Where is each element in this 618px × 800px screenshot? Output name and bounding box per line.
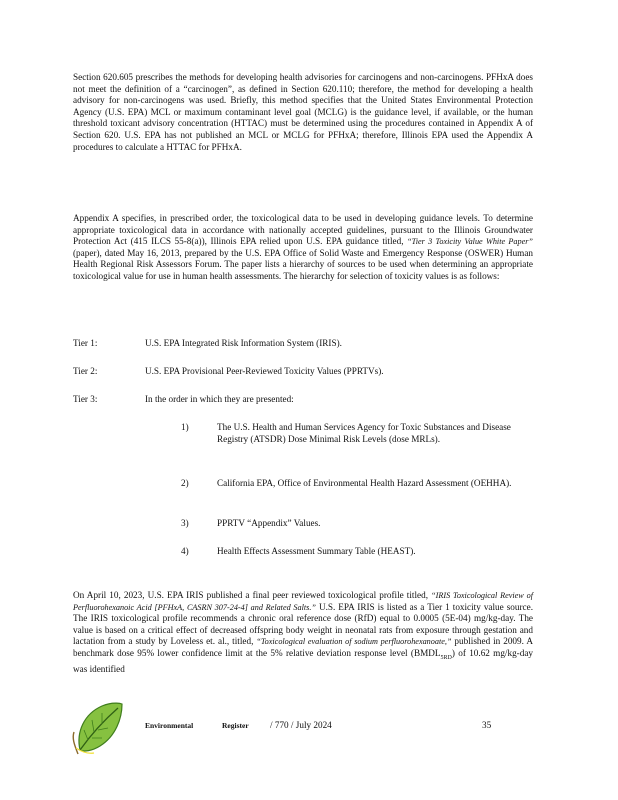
paragraph-appendix-a-text: Appendix A specifies, in prescribed order, the toxicological data to be used in developing guidance levels. To determine appropriate toxicological data in accordance with nationally accepted guidelines, pursuant to the Illinois Groundwater Protection Act (415 ILCS 55-8(a)), Illinois EPA relied upon U.S. EPA guidance titled, bbox=[73, 213, 533, 247]
paragraph-health-advisory-methods: Section 620.605 prescribes the methods for developing health advisories for carcinogens and non-carcinogens. PFHxA does not meet the definition of a “carcinogen”, as defined in Section 620.110; therefore, the method for developing a health advisory for non-carcinogens was used. Briefly, this method specifies that the United States Environmental Protection Agency (U.S. EPA) MCL or maximum contaminant level goal (MCLG) is the guidance level, if available, or the human threshold toxicant advisory concentration (HTTAC) must be determined using the procedures contained in Appendix A of Section 620. U.S. EPA has not published an MCL or MCLG for PFHxA; therefore, Illinois EPA used the Appendix A procedures to calculate a HTTAC for PFHxA. bbox=[73, 72, 533, 152]
item-text: PPRTV “Appendix” Values. bbox=[217, 518, 321, 528]
footer-issue: / 770 / July 2024 bbox=[270, 720, 332, 730]
footer-journal-name-b: Register bbox=[222, 721, 249, 730]
tier-label: Tier 3: bbox=[73, 394, 98, 404]
item-number: 4) bbox=[181, 546, 189, 556]
paragraph-iris-text-cont: U.S. EPA IRIS is listed as a Tier 1 toxicity value source. The IRIS toxicological profile recommends a chronic oral reference dose (RfD) equal to 0.0005 (5E-04) mg/kg-day. The value is based on a critical effect of decreased offspring body weight in neonatal rats from exposure through gestation and lactation from a study by Loveless et. al., titled, bbox=[73, 601, 533, 647]
item-number: 1) bbox=[181, 422, 189, 432]
paragraph-iris-profile bbox=[73, 590, 533, 676]
loveless-study-title: “Toxicological evaluation of sodium perfluorohexanoate,” bbox=[256, 637, 452, 647]
paragraph-iris-text-cont-2: published in 2009. A benchmark dose 95% lower confidence limit at the 5% relative deviation response level (BMDL bbox=[73, 636, 533, 658]
tier-text: U.S. EPA Provisional Peer-Reviewed Toxicity Values (PPRTVs). bbox=[145, 366, 384, 376]
item-text: Health Effects Assessment Summary Table (HEAST). bbox=[217, 546, 416, 556]
bmdl-subscript: 5RD bbox=[440, 654, 452, 661]
illinois-register-leaf-logo bbox=[70, 698, 126, 758]
item-number: 2) bbox=[181, 478, 189, 488]
footer-journal-name bbox=[145, 720, 193, 730]
footer-journal-register bbox=[222, 720, 249, 730]
item-text: California EPA, Office of Environmental Health Hazard Assessment (OEHHA). bbox=[217, 478, 512, 488]
footer-journal-name-a: Environmental bbox=[145, 721, 194, 730]
paragraph-iris-text-cont-3: ) of 10.62 mg/kg-day was identified bbox=[73, 647, 533, 675]
paragraph-appendix-a bbox=[73, 213, 533, 283]
item-text: The U.S. Health and Human Services Agency for Toxic Substances and Disease Registry (ATSDR) Dose Minimal Risk Levels (dose MRLs). bbox=[217, 422, 511, 444]
item-number: 3) bbox=[181, 518, 189, 528]
iris-review-title: “IRIS Toxicological Review of Perfluorohexanoic Acid [PFHxA, CASRN 307-24-4] and Related Salts.” bbox=[73, 591, 533, 612]
tier-text: U.S. EPA Integrated Risk Information System (IRIS). bbox=[145, 338, 342, 348]
tier-label: Tier 2: bbox=[73, 366, 98, 376]
paragraph-appendix-a-text-cont: (paper), dated May 16, 2013, prepared by the U.S. EPA Office of Solid Waste and Emergency Response (OSWER) Human Health Regional Risk Assessors Forum. The paper lists a hierarchy of sources to be used when determining an appropriate toxicological value for use in human health assessments. The hierarchy for selection of toxicity values is as follows: bbox=[73, 247, 533, 281]
footer-page-number: 35 bbox=[482, 720, 492, 730]
white-paper-title: “Tier 3 Toxicity Value White Paper” bbox=[407, 237, 533, 247]
paragraph-iris-text: On April 10, 2023, U.S. EPA IRIS published a final peer reviewed toxicological profile titled, bbox=[73, 590, 432, 600]
tier-label: Tier 1: bbox=[73, 338, 98, 348]
tier-text: In the order in which they are presented: bbox=[145, 394, 294, 404]
